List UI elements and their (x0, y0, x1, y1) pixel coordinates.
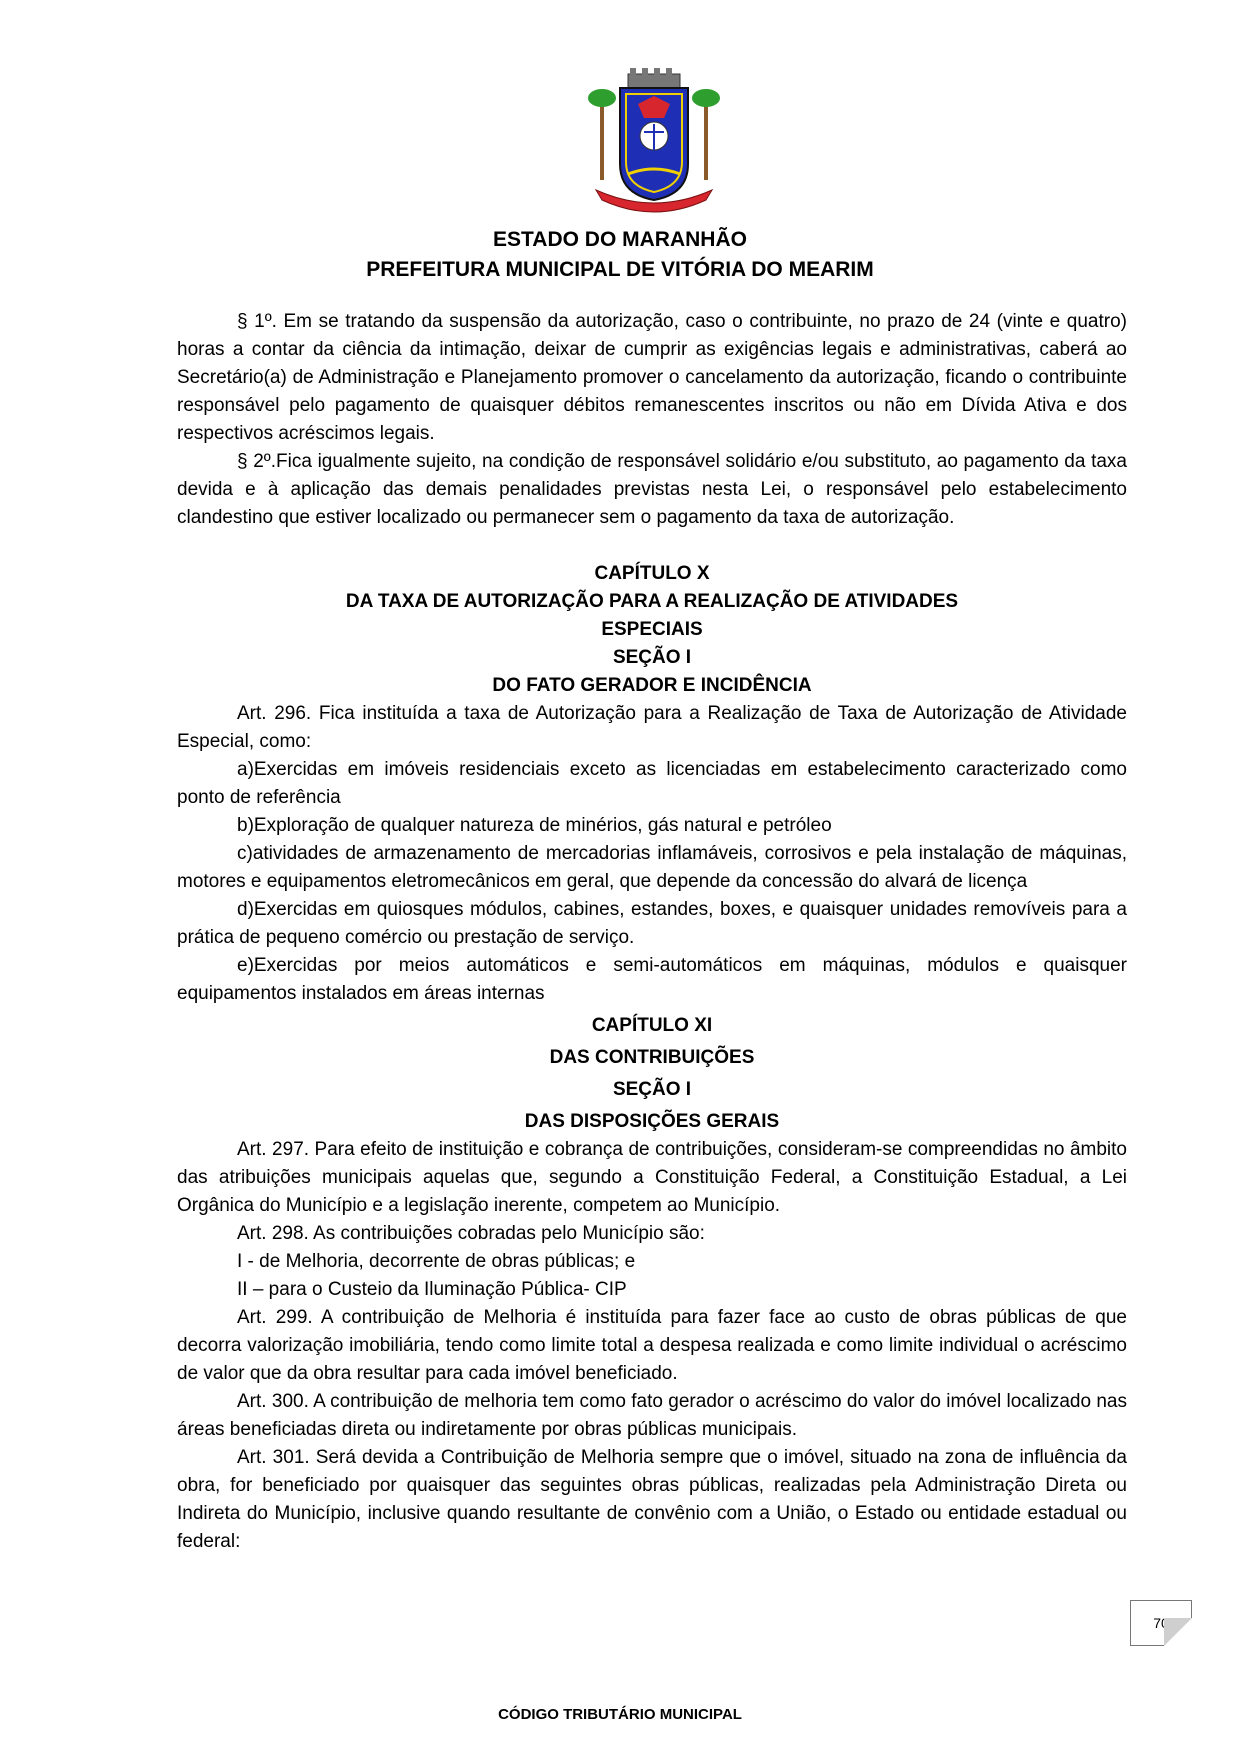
article-296: Art. 296. Fica instituída a taxa de Autorização para a Realização de Taxa de Autorização de Atividade Especial, como: (177, 703, 1127, 752)
list-item-e: e)Exercidas por meios automáticos e semi-automáticos em máquinas, módulos e quaisquer equipamentos instalados em áreas internas (177, 955, 1127, 1004)
list-item-c: c)atividades de armazenamento de mercadorias inflamáveis, corrosivos e pela instalação de máquinas, motores e equipamentos eletromecânicos em geral, que depende da concessão do alvará de licença (177, 843, 1127, 892)
page-number: 70 (1130, 1600, 1192, 1646)
list-item-b: b)Exploração de qualquer natureza de minérios, gás natural e petróleo (237, 815, 832, 836)
chapter-xi-section-title: DAS DISPOSIÇÕES GERAIS (524, 1111, 780, 1132)
chapter-x-section-title: DO FATO GERADOR E INCIDÊNCIA (492, 675, 812, 696)
document-body (177, 308, 1127, 1556)
chapter-xi-subtitle: DAS CONTRIBUIÇÕES (549, 1047, 755, 1068)
list-item-d: d)Exercidas em quiosques módulos, cabines, estandes, boxes, e quaisquer unidades removíveis para a prática de pequeno comércio ou prestação de serviço. (177, 899, 1127, 948)
municipality-name: PREFEITURA MUNICIPAL DE VITÓRIA DO MEARIM (366, 258, 874, 281)
chapter-x-subtitle-2: ESPECIAIS (601, 619, 703, 640)
article-298-item-i: I - de Melhoria, decorrente de obras públicas; e (237, 1251, 636, 1272)
paragraph-2: § 2º.Fica igualmente sujeito, na condição de responsável solidário e/ou substituto, ao pagamento da taxa devida e à aplicação das demais penalidades previstas nesta Lei, o responsável pelo estabelecimento clandestino que estiver localizado ou permanecer sem o pagamento da taxa de autorização. (177, 451, 1127, 528)
article-298-item-ii: II – para o Custeio da Iluminação Pública- CIP (237, 1279, 627, 1300)
state-name: ESTADO DO MARANHÃO (493, 228, 747, 251)
paragraph-1: § 1º. Em se tratando da suspensão da autorização, caso o contribuinte, no prazo de 24 (vinte e quatro) horas a contar da ciência da intimação, deixar de cumprir as exigências legais e administrativas, caberá ao Secretário(a) de Administração e Planejamento promover o cancelamento da autorização, ficando o contribuinte responsável pelo pagamento de quaisquer débitos remanescentes inscritos ou não em Dívida Ativa e dos respectivos acréscimos legais. (177, 311, 1127, 444)
list-item-a: a)Exercidas em imóveis residenciais exceto as licenciadas em estabelecimento caracterizado como ponto de referência (177, 759, 1127, 808)
article-301: Art. 301. Será devida a Contribuição de Melhoria sempre que o imóvel, situado na zona de influência da obra, for beneficiado por quaisquer das seguintes obras públicas, realizadas pela Administração Direta ou Indireta do Município, inclusive quando resultante de convênio com a União, o Estado ou entidade estadual ou federal: (177, 1447, 1127, 1552)
document-footer: CÓDIGO TRIBUTÁRIO MUNICIPAL (498, 1706, 742, 1723)
municipal-coat-of-arms (586, 66, 722, 214)
chapter-x-title: CAPÍTULO X (594, 563, 710, 584)
chapter-x-subtitle-1: DA TAXA DE AUTORIZAÇÃO PARA A REALIZAÇÃO DE ATIVIDADES (345, 591, 959, 612)
chapter-x-section: SEÇÃO I (612, 647, 692, 668)
chapter-xi-title: CAPÍTULO XI (591, 1015, 713, 1036)
article-297: Art. 297. Para efeito de instituição e cobrança de contribuições, consideram-se compreendidas no âmbito das atribuições municipais aquelas que, segundo a Constituição Federal, a Constituição Estadual, a Lei Orgânica do Município e a legislação inerente, competem ao Município. (177, 1139, 1127, 1216)
article-299: Art. 299. A contribuição de Melhoria é instituída para fazer face ao custo de obras públicas de que decorra valorização imobiliária, tendo como limite total a despesa realizada e como limite individual o acréscimo de valor que da obra resultar para cada imóvel beneficiado. (177, 1307, 1127, 1384)
article-298: Art. 298. As contribuições cobradas pelo Município são: (237, 1223, 705, 1244)
chapter-xi-section: SEÇÃO I (612, 1079, 692, 1100)
article-300: Art. 300. A contribuição de melhoria tem como fato gerador o acréscimo do valor do imóvel localizado nas áreas beneficiadas direta ou indiretamente por obras públicas municipais. (177, 1391, 1127, 1440)
